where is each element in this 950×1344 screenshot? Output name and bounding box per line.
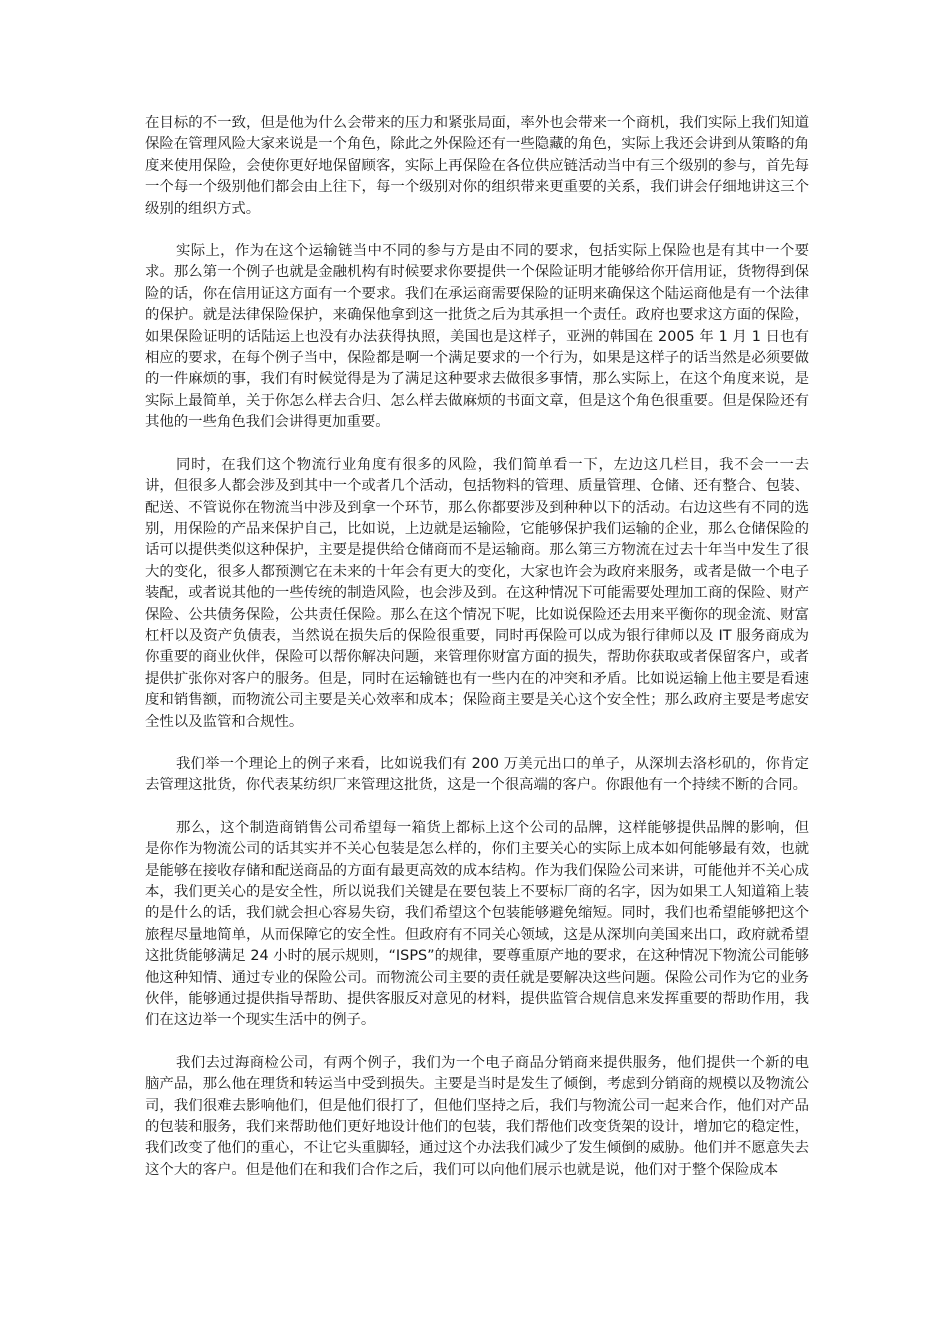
paragraph-2: 实际上，作为在这个运输链当中不同的参与方是由不同的要求，包括实际上保险也是有其中一个要求。那么第一个例子也就是金融机构有时候要求你要提供一个保险证明才能够给你开信用证，货物得到保险的话，你在信用证这方面有一个要求。我们在承运商需要保险的证明来确保这个陆运商他是有一个法律的保护。就是法律保险保护，来确保他拿到这一批货之后为其承担一个责任。政府也要求这方面的保险，如果保险证明的话陆运上也没有办法获得执照，美国也是这样子，亚洲的韩国在 2005 年 1 月 1 日也有相应的要求，在每个例子当中，保险都是啊一个满足要求的一个行为，如果是这样子的话当然是必须要做的一件麻烦的事，我们有时候觉得是为了满足这种要求去做很多事情，那么实际上，在这个角度来说，是实际上最简单，关于你怎么样去合归、怎么样去做麻烦的书面文章，但是这个角色很重要。但是保险还有其他的一些角色我们会讲得更加重要。 [145,243,809,431]
paragraph-5: 那么，这个制造商销售公司希望每一箱货上都标上这个公司的品牌，这样能够提供品牌的影响，但是你作为物流公司的话其实并不关心包装是怎么样的，你们主要关心的实际上成本如何能够最有效，也就是能够在接收存储和配送商品的方面有最更高效的成本结构。作为我们保险公司来讲，可能他并不关心成本，我们更关心的是安全性，所以说我们关键是在要包装上不要标厂商的名字，因为如果工人知道箱上装的是什么的话，我们就会担心容易失窃，我们希望这个包装能够避免缩短。同时，我们也希望能够把这个旅程尽量地简单，从而保障它的安全性。但政府有不同关心领域，这是从深圳向美国来出口，政府就希望这批货能够满足 24 小时的展示规则，“ISPS”的规律，要尊重原产地的要求，在这种情况下物流公司能够他这种知情、通过专业的保险公司。而物流公司主要的责任就是要解决这些问题。保险公司作为它的业务伙伴，能够通过提供指导帮助、提供客服反对意见的材料，提供监管合规信息来发挥重要的帮助作用，我们在这边举一个现实生活中的例子。 [145,819,809,1029]
paragraph-3: 同时，在我们这个物流行业角度有很多的风险，我们简单看一下，左边这几栏目，我不会一一去讲，但很多人都会涉及到其中一个或者几个活动，包括物料的管理、质量管理、仓储、还有整合、包装、配送、不管说你在物流当中涉及到拿一个环节，那么你都要涉及到种种以下的活动。右边这些有不同的选别，用保险的产品来保护自己，比如说，上边就是运输险，它能够保护我们运输的企业，那么仓储保险的话可以提供类似这种保护，主要是提供给仓储商而不是运输商。那么第三方物流在过去十年当中发生了很大的变化，很多人都预测它在未来的十年会有更大的变化，大家也许会为政府来服务，或者是做一个电子装配，或者说其他的一些传统的制造风险，也会涉及到。在这种情况下可能需要处理加工商的保险、财产保险、公共债务保险，公共责任保险。那么在这个情况下呢，比如说保险还去用来平衡你的现金流、财富杠杆以及资产负债表，当然说在损失后的保险很重要，同时再保险可以成为银行律师以及 IT 服务商成为你重要的商业伙伴，保险可以帮你解决问题，来管理你财富方面的损失，帮助你获取或者保留客户，或者提供扩张你对客户的服务。但是，同时在运输链也有一些内在的冲突和矛盾。比如说运输上他主要是看速度和销售额，而物流公司主要是关心效率和成本；保险商主要是关心这个安全性；那么政府主要是考虑安全性以及监管和合规性。 [145,456,809,730]
document-body [145,113,809,1181]
paragraph-1: 在目标的不一致，但是他为什么会带来的压力和紧张局面，率外也会带来一个商机，我们实际上我们知道保险在管理风险大家来说是一个角色，除此之外保险还有一些隐藏的角色，实际上我还会讲到从策略的角度来使用保险，会使你更好地保留顾客，实际上再保险在各位供应链活动当中有三个级别的参与，首先每一个每一个级别他们都会由上往下，每一个级别对你的组织带来更重要的关系，我们讲会仔细地讲这三个级别的组织方式。 [145,115,809,217]
paragraph-4: 我们举一个理论上的例子来看，比如说我们有 200 万美元出口的单子，从深圳去洛杉矶的，你肯定去管理这批货，你代表某纺织厂来管理这批货，这是一个很高端的客户。你跟他有一个持续不断的合同。 [145,755,809,794]
paragraph-6: 我们去过海商检公司，有两个例子，我们为一个电子商品分销商来提供服务，他们提供一个新的电脑产品，那么他在理货和转运当中受到损失。主要是当时是发生了倾倒，考虑到分销商的规模以及物流公司，我们很难去影响他们，但是他们很打了，但他们坚持之后，我们与物流公司一起来合作，他们对产品的包装和服务，我们来帮助他们更好地设计他们的包装，我们帮他们改变货架的设计，增加它的稳定性，我们改变了他们的重心，不让它头重脚轻，通过这个办法我们减少了发生倾倒的威胁。他们并不愿意失去这个大的客户。但是他们在和我们合作之后，我们可以向他们展示也就是说，他们对于整个保险成本 [145,1054,809,1178]
